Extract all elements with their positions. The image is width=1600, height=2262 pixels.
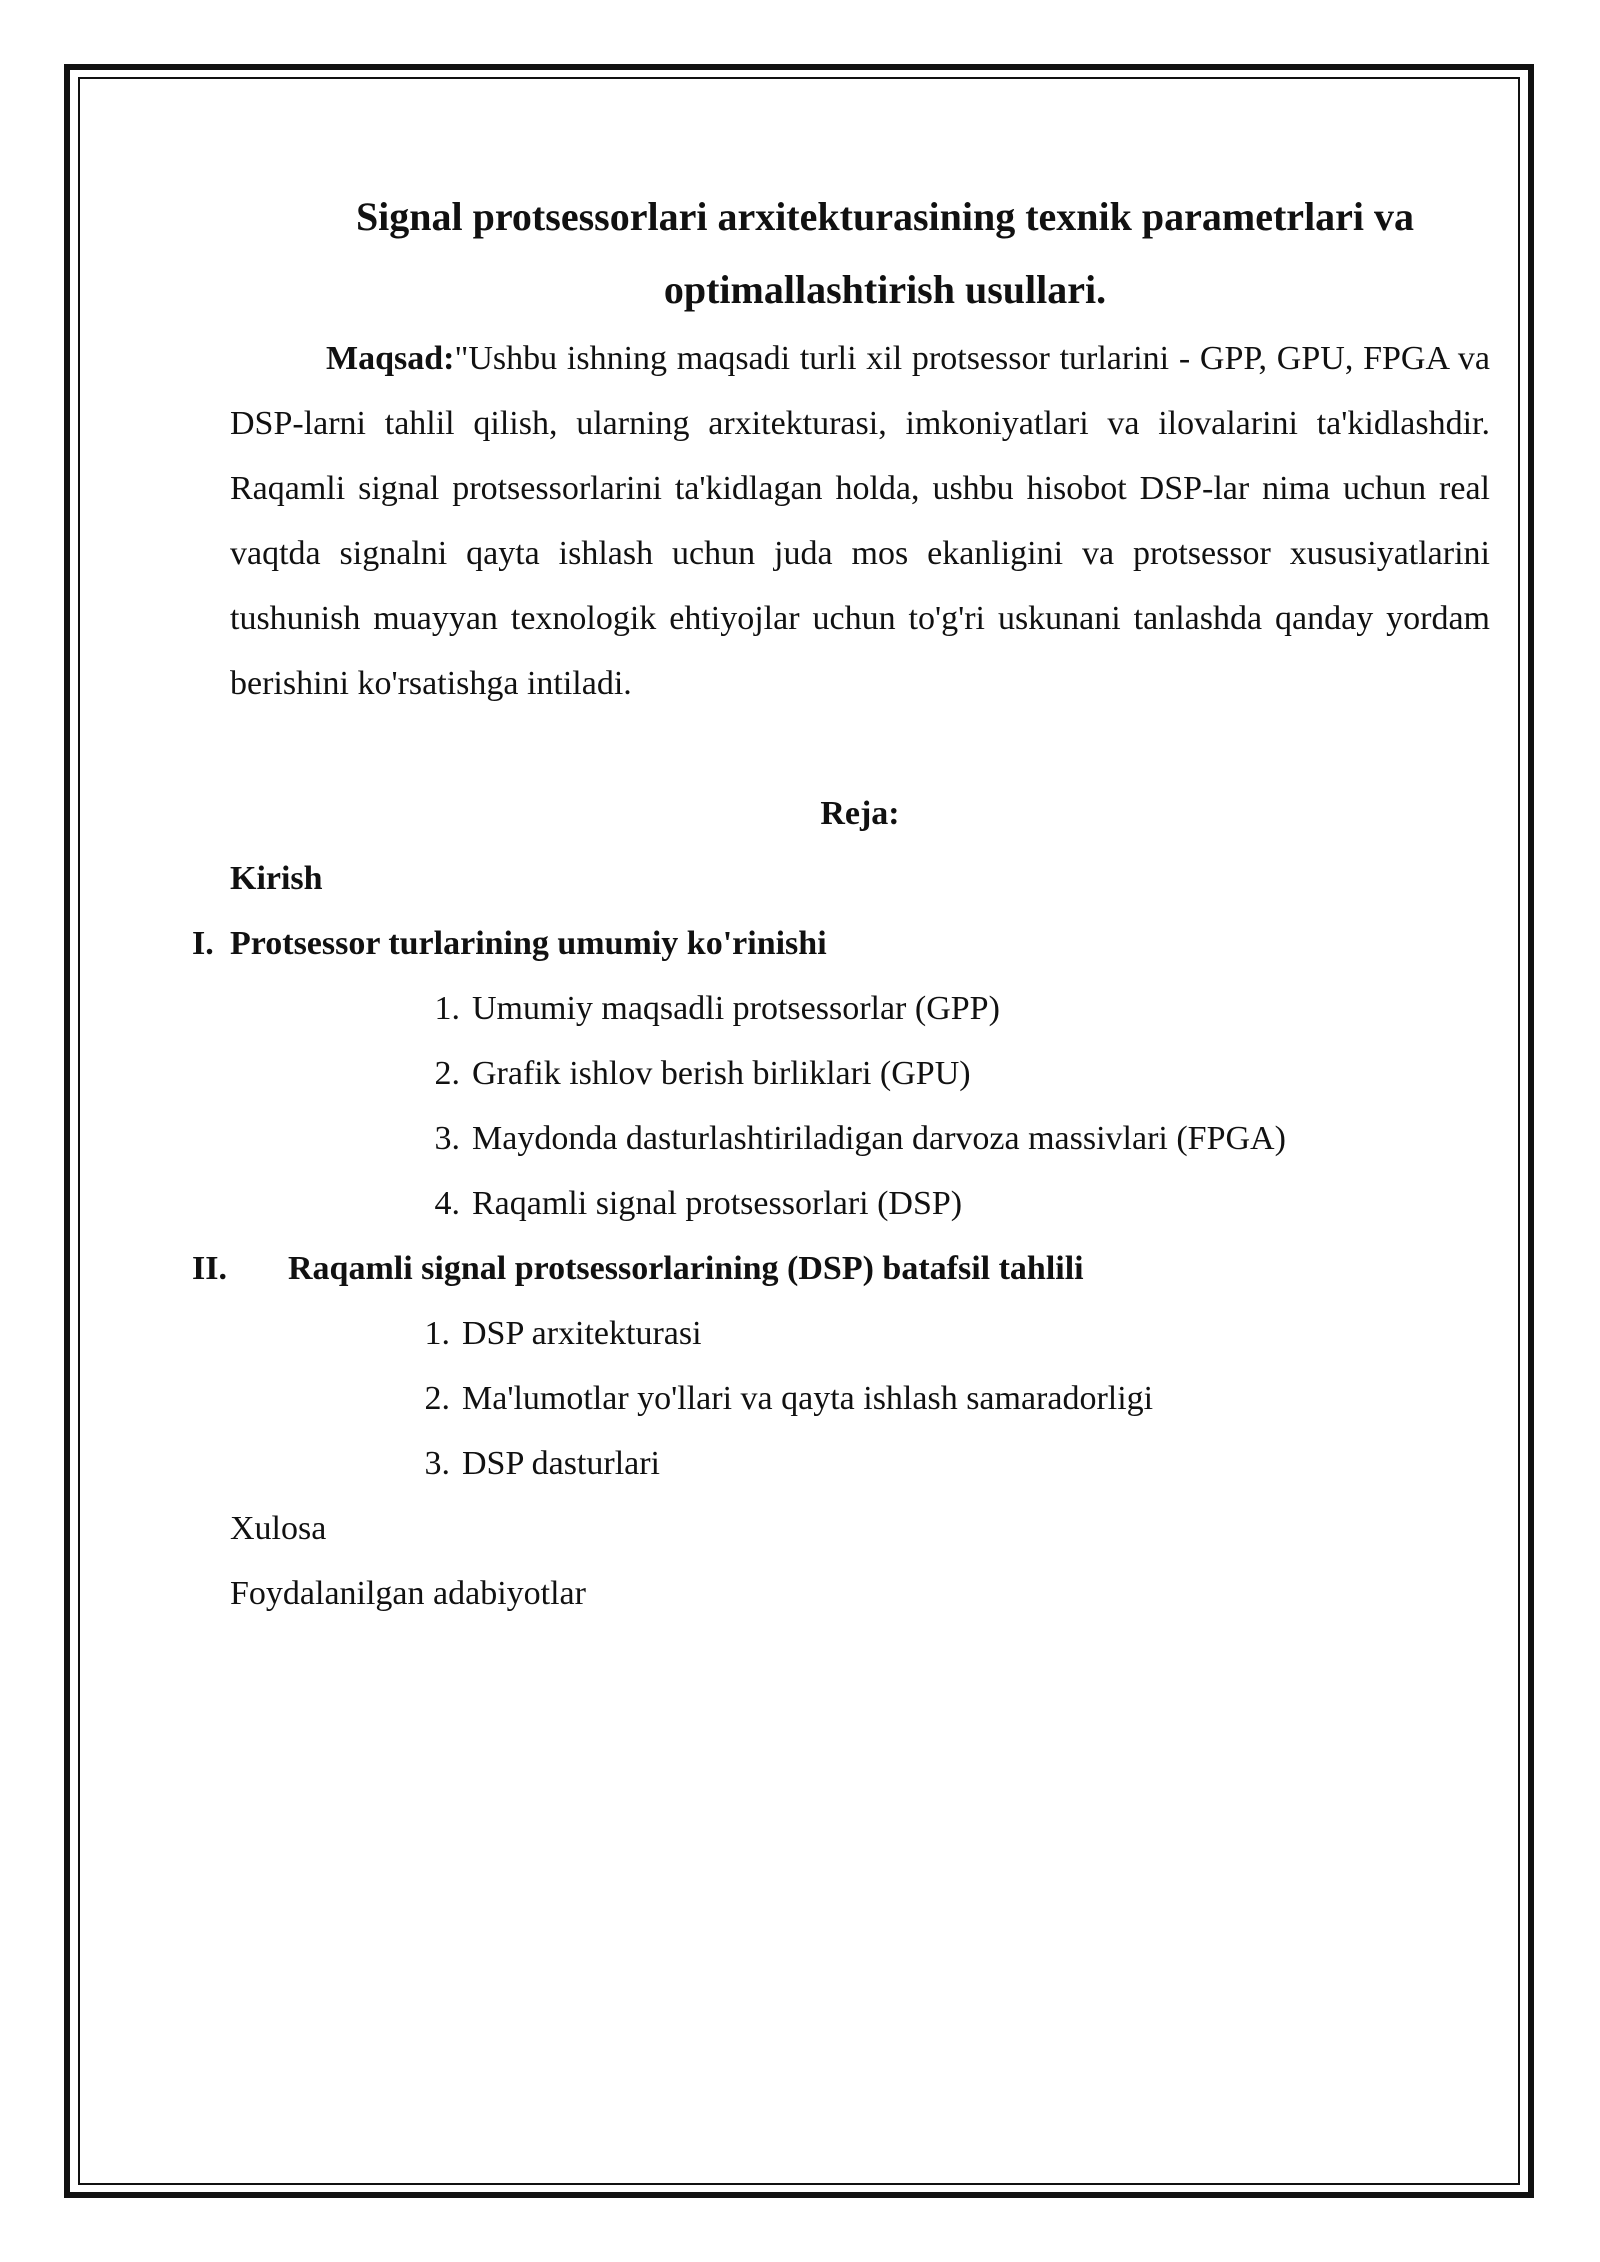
section-1-title: Protsessor turlarining umumiy ko'rinishi	[230, 925, 827, 962]
list-item-number: 1.	[434, 990, 460, 1027]
list-item-text: Umumiy maqsadli protsessorlar (GPP)	[472, 990, 1000, 1027]
list-item-number: 3.	[434, 1120, 460, 1157]
aim-label: Maqsad:	[326, 340, 455, 377]
list-item	[230, 1041, 1490, 1106]
list-item-text: Maydonda dasturlashtiriladigan darvoza massivlari (FPGA)	[472, 1120, 1286, 1157]
section-1-numeral: I.	[192, 925, 214, 962]
list-item	[230, 976, 1490, 1041]
title-line-1: Signal protsessorlari arxitekturasining texnik parametrlari va	[355, 194, 1415, 239]
plan-section-1	[192, 911, 1490, 976]
list-item-text: Raqamli signal protsessorlari (DSP)	[472, 1185, 963, 1222]
list-item	[230, 1301, 1490, 1366]
plan-conclusion: Xulosa	[230, 1510, 327, 1547]
list-item	[230, 1366, 1490, 1431]
plan-heading: Reja:	[820, 795, 900, 832]
plan-section-2	[192, 1236, 1490, 1301]
document-title	[230, 180, 1490, 326]
list-item-number: 2.	[424, 1380, 450, 1417]
list-item-number: 1.	[424, 1315, 450, 1352]
aim-paragraph	[230, 326, 1490, 716]
list-item-text: DSP arxitekturasi	[462, 1315, 702, 1352]
list-item-number: 4.	[434, 1185, 460, 1222]
list-item	[230, 1171, 1490, 1236]
title-line-2: optimallashtirish usullari.	[663, 267, 1107, 312]
plan-intro: Kirish	[230, 860, 323, 897]
list-item-text: DSP dasturlari	[462, 1445, 661, 1482]
section-2-numeral: II.	[192, 1250, 227, 1287]
section-2-title: Raqamli signal protsessorlarining (DSP) batafsil tahlili	[288, 1250, 1084, 1287]
list-item-number: 2.	[434, 1055, 460, 1092]
aim-text: "Ushbu ishning maqsadi turli xil protsessor turlarini - GPP, GPU, FPGA va DSP-larni tahlil qilish, ularning arxitekturasi, imkoniyatlari va ilovalarini ta'kidlashdir. Raqamli signal protsessorlarini ta'kidlagan holda, ushbu hisobot DSP-lar nima uchun real vaqtda signalni qayta ishlash uchun juda mos ekanligini va protsessor xususiyatlarini tushunish muayyan texnologik ehtiyojlar uchun to'g'ri uskunani tanlashda qanday yordam berishini ko'rsatishga intiladi.	[230, 340, 1490, 702]
list-item	[230, 1431, 1490, 1496]
list-item-number: 3.	[424, 1445, 450, 1482]
plan-references: Foydalanilgan adabiyotlar	[230, 1575, 586, 1612]
list-item-text: Grafik ishlov berish birliklari (GPU)	[472, 1055, 971, 1092]
document-body	[192, 180, 1490, 1626]
list-item	[230, 1106, 1490, 1171]
list-item-text: Ma'lumotlar yo'llari va qayta ishlash samaradorligi	[462, 1380, 1154, 1417]
